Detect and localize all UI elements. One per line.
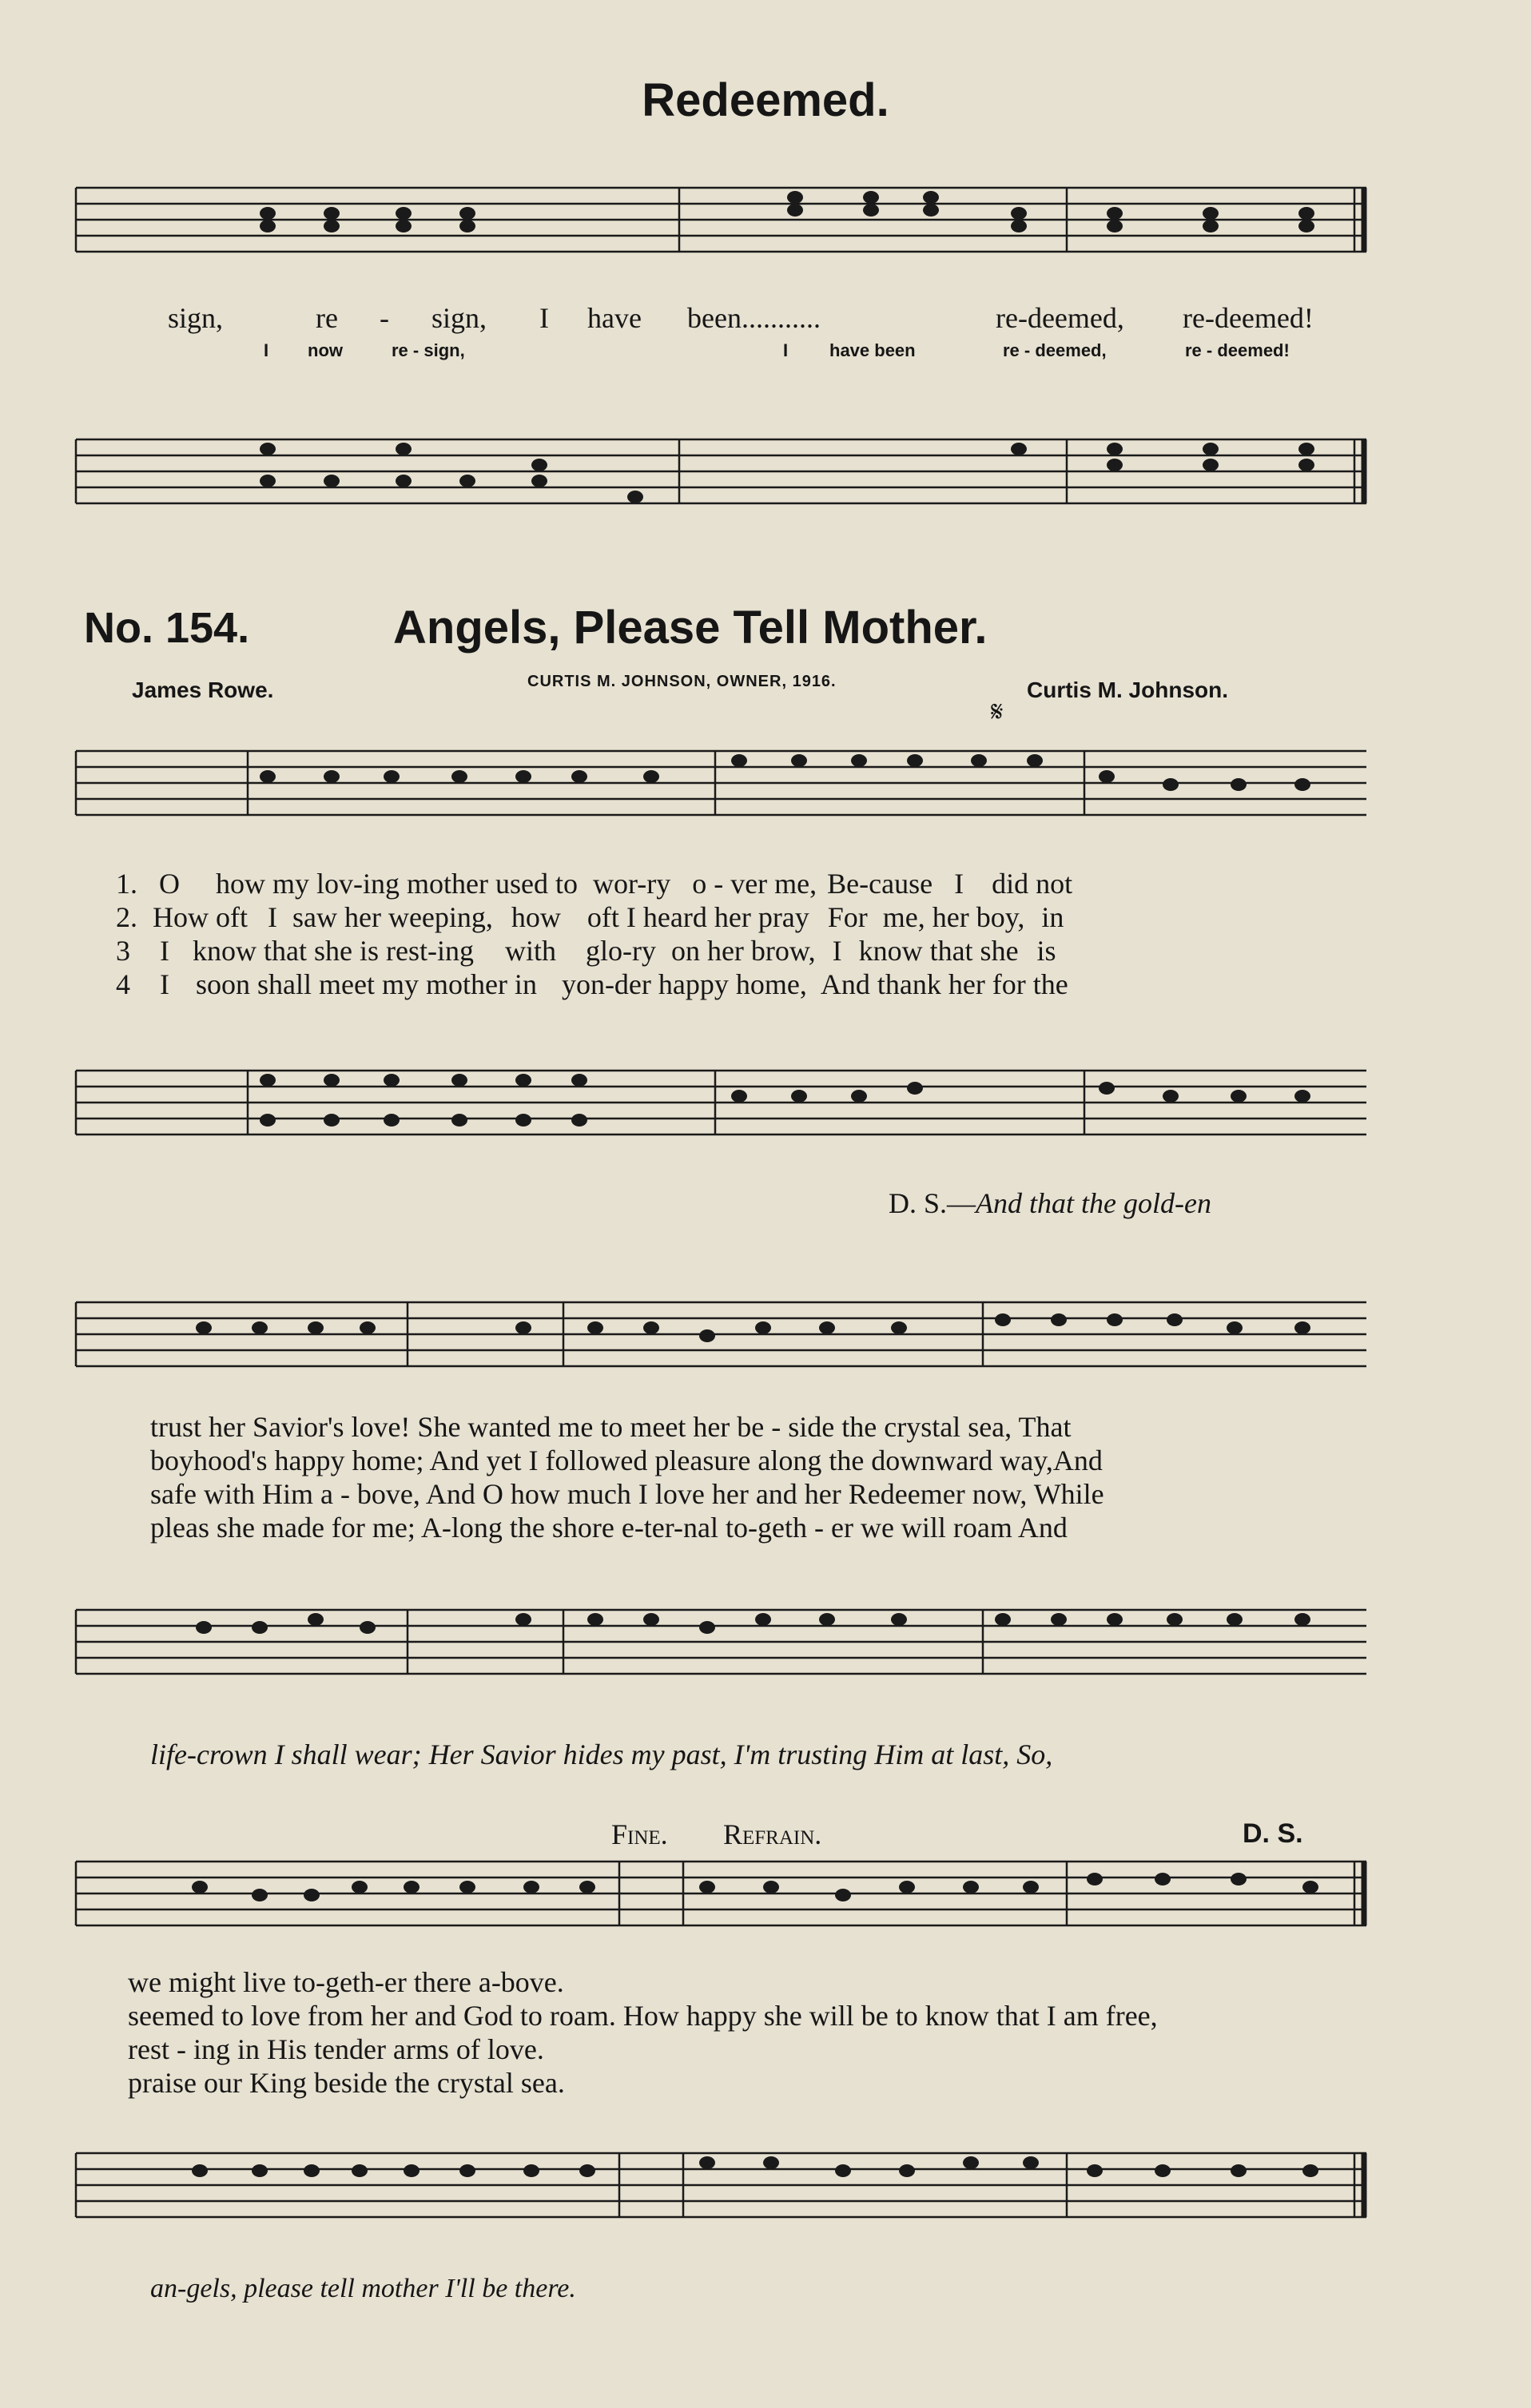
- lyric-word: I: [160, 968, 169, 1000]
- lyric-word: been...........: [687, 302, 821, 334]
- lyric-word: re - deemed!: [1185, 340, 1290, 360]
- hymn-title: Angels, Please Tell Mother.: [393, 602, 988, 654]
- lyric-word: have: [587, 302, 642, 334]
- lyric-word: wor-ry: [592, 868, 671, 900]
- staff-lines-svg: [76, 743, 1370, 823]
- lyric-word: I: [783, 340, 789, 360]
- lyric-word: I: [954, 868, 964, 900]
- lyric-word: How oft: [153, 901, 248, 933]
- lyric-word: For: [827, 901, 868, 933]
- composer-credit: Curtis M. Johnson.: [1027, 677, 1228, 702]
- lyric-word: how my lov-ing mother used to: [216, 868, 578, 900]
- bass-staff-system-3: [76, 2145, 1370, 2225]
- segno-sign: 𝄋: [991, 696, 1004, 728]
- bass-staff-system-2: [76, 1602, 1370, 1682]
- verse-line-3: [116, 936, 1056, 965]
- verse-line-1: we might live to-geth-er there a-bove.: [128, 1966, 564, 1998]
- lyric-word: I: [264, 340, 269, 360]
- hymn-number: No. 154.: [84, 604, 250, 652]
- lyric-word: have been: [829, 340, 916, 360]
- lyric-word: with: [504, 935, 556, 967]
- lyric-word: sign,: [168, 302, 224, 334]
- lyric-word: now: [308, 340, 343, 360]
- lyric-word: O: [159, 868, 180, 900]
- verse-line-1: [116, 869, 1072, 898]
- verse-number: 1.: [116, 868, 137, 900]
- lyric-word: re-deemed!: [1183, 302, 1314, 334]
- copyright-notice: CURTIS M. JOHNSON, OWNER, 1916.: [527, 673, 837, 690]
- staff-lines-svg: [76, 1602, 1370, 1682]
- verse-line-3: rest - ing in His tender arms of love.: [128, 2033, 544, 2065]
- lyric-word: -: [380, 302, 389, 334]
- lyric-word: re - sign,: [392, 340, 465, 360]
- lyric-word: on her brow,: [670, 935, 816, 967]
- lyric-word: sign,: [431, 302, 487, 334]
- treble-staff-system-2: [76, 1294, 1370, 1374]
- lyric-word: glo-ry: [585, 935, 656, 967]
- lyric-word: yon-der happy home,: [561, 968, 807, 1000]
- ds-mark: D. S.: [1243, 1818, 1303, 1849]
- verse-line-4: praise our King beside the crystal sea.: [128, 2067, 565, 2099]
- staff-lines-svg: [76, 431, 1370, 511]
- lyric-word: saw her weeping,: [292, 901, 493, 933]
- lyric-word: I: [539, 302, 549, 334]
- verse-number: 4: [116, 968, 130, 1000]
- lyric-word: me, her boy,: [882, 901, 1025, 933]
- verse-number: 2.: [116, 901, 137, 933]
- lyric-word: o - ver me,: [692, 868, 817, 900]
- lyric-word: oft I heard her pray: [587, 901, 809, 933]
- treble-staff-system-1: [76, 743, 1370, 823]
- chorus-line-2: life-crown I shall wear; Her Savior hides my past, I'm trusting Him at last, So,: [150, 1738, 1053, 1770]
- lyric-word: re - deemed,: [1003, 340, 1107, 360]
- refrain-mark: Refrain.: [723, 1818, 822, 1850]
- lyric-word: I: [160, 935, 169, 967]
- verse-line-2: [116, 903, 1064, 932]
- lyric-word: did not: [992, 868, 1073, 900]
- fine-mark: Fine.: [611, 1818, 668, 1850]
- ds-text-line: [889, 1189, 1211, 1218]
- lyric-word: how: [511, 901, 561, 933]
- chorus-line-final: an-gels, please tell mother I'll be there.: [150, 2274, 576, 2303]
- lyric-word: Be-cause: [827, 868, 933, 900]
- lyricist-credit: James Rowe.: [132, 677, 274, 702]
- verse-number: 3: [116, 935, 130, 967]
- verse-line-2: boyhood's happy home; And yet I followed pleasure along the downward way,And: [150, 1444, 1103, 1476]
- piece-title: Redeemed.: [642, 74, 889, 126]
- verse-line-4: pleas she made for me; A-long the shore e-ter-nal to-geth - er we will roam And: [150, 1512, 1068, 1544]
- lyric-word: I: [832, 935, 842, 967]
- lyric-word: know that she: [858, 935, 1019, 967]
- lyric-word: know that she is rest-ing: [193, 935, 474, 967]
- bass-staff-top: [76, 431, 1370, 511]
- staff-lines-svg: [76, 1854, 1370, 1933]
- bass-staff-system-1: [76, 1063, 1370, 1142]
- staff-lines-svg: [76, 1294, 1370, 1374]
- ds-lyric: And that the gold-en: [976, 1187, 1211, 1219]
- verse-line-4: [116, 970, 1068, 999]
- ds-prefix: D. S.—: [889, 1187, 976, 1219]
- treble-staff-top: [76, 180, 1370, 260]
- lyric-word: And thank her for the: [820, 968, 1068, 1000]
- verse-line-2: seemed to love from her and God to roam. How happy she will be to know that I am free,: [128, 2000, 1158, 2032]
- verse-line-1: trust her Savior's love! She wanted me to meet her be - side the crystal sea, That: [150, 1411, 1072, 1443]
- treble-staff-system-3: [76, 1854, 1370, 1933]
- staff-lines-svg: [76, 180, 1370, 260]
- staff-lines-svg: [76, 2145, 1370, 2225]
- lyric-word: soon shall meet my mother in: [196, 968, 537, 1000]
- lyric-word: in: [1041, 901, 1064, 933]
- lyric-word: is: [1036, 935, 1056, 967]
- staff-lines-svg: [76, 1063, 1370, 1142]
- lyric-word: re-deemed,: [996, 302, 1124, 334]
- verse-line-3: safe with Him a - bove, And O how much I love her and her Redeemer now, While: [150, 1478, 1104, 1510]
- lyric-word: re: [316, 302, 338, 334]
- lyric-word: I: [268, 901, 277, 933]
